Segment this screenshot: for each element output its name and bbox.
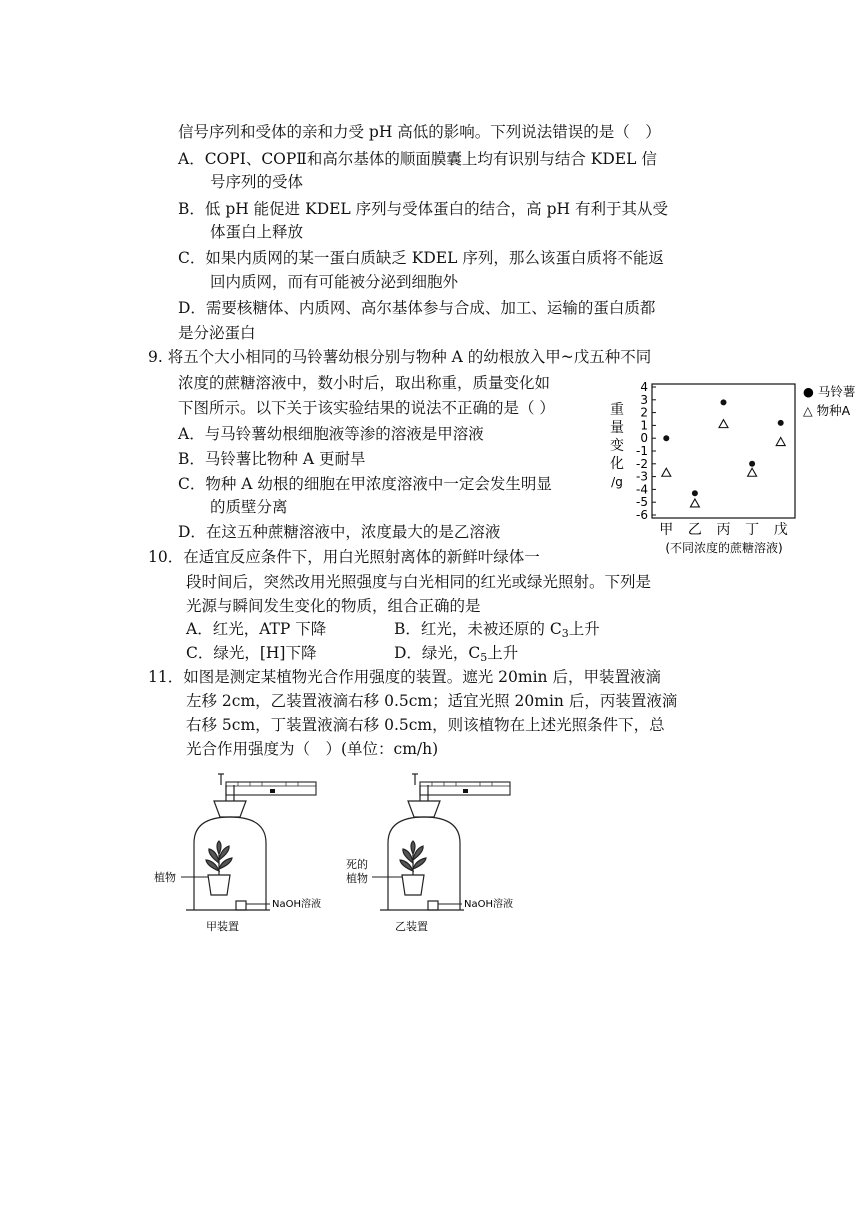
q8-stem-tail: 信号序列和受体的亲和力受 pH 高低的影响。下列说法错误的是（ ）	[178, 123, 661, 141]
species-a-point	[690, 499, 699, 507]
q11-stem-line4: 光合作用强度为（ ）(单位：cm/h)	[186, 740, 439, 758]
q9-stem-line1: 9. 将五个大小相同的马铃薯幼根分别与物种 A 的幼根放入甲~戊五种不同	[148, 348, 652, 366]
y-tick-label: 2	[640, 405, 648, 420]
y-axis-label-char: 量	[610, 420, 624, 436]
potato-point	[692, 490, 698, 496]
jia-naoh-label: NaOH溶液	[272, 899, 321, 910]
apparatus-figure	[150, 765, 530, 940]
y-tick-label: 0	[640, 431, 648, 446]
q10-option-c[interactable]: C．绿光，[H]下降	[186, 644, 317, 662]
q8-option-b[interactable]: B．低 pH 能促进 KDEL 序列与受体蛋白的结合，高 pH 有利于其从受	[178, 200, 668, 218]
q8-option-b-cont: 体蛋白上释放	[210, 223, 304, 241]
jia-apparatus	[181, 774, 316, 910]
q10-option-b[interactable]	[394, 619, 600, 644]
y-axis-label	[610, 402, 624, 489]
potato-point	[663, 435, 669, 441]
q10-option-d-subscript: 5	[480, 651, 488, 664]
q10-option-d-text: D．绿光，C	[394, 644, 481, 662]
jia-plant-label: 植物	[154, 871, 176, 884]
y-tick-label: 1	[640, 418, 648, 433]
q10-option-b-subscript: 3	[561, 627, 569, 640]
q8-option-d[interactable]: D．需要核糖体、内质网、高尔基体参与合成、加工、运输的蛋白质都	[178, 299, 656, 317]
y-tick-label: -4	[636, 482, 648, 497]
x-axis-ticks	[659, 522, 787, 538]
species-a-point	[719, 420, 728, 428]
yi-plant-label-line2: 植物	[346, 872, 368, 885]
jia-caption: 甲装置	[206, 920, 239, 933]
y-axis-label-char: /g	[611, 475, 623, 489]
q9-option-b[interactable]: B．马铃薯比物种 A 更耐旱	[178, 450, 366, 468]
q8-option-a-cont: 号序列的受体	[210, 173, 304, 191]
data-points	[662, 399, 785, 507]
legend-item-potato: ● 马铃薯	[803, 384, 856, 399]
q9-option-d[interactable]: D．在这五种蔗糖溶液中，浓度最大的是乙溶液	[178, 523, 501, 541]
q10-option-d[interactable]	[394, 643, 518, 668]
yi-caption: 乙装置	[395, 920, 428, 933]
y-axis-label-char: 变	[610, 438, 624, 454]
q8-option-d-cont: 是分泌蛋白	[178, 324, 256, 342]
q9-option-c[interactable]: C．物种 A 幼根的细胞在甲浓度溶液中一定会发生明显	[178, 475, 552, 493]
y-tick-label: -3	[636, 469, 648, 484]
x-axis-label: (不同浓度的蔗糖溶液)	[665, 541, 783, 555]
q9-option-a[interactable]: A．与马铃薯幼根细胞液等渗的溶液是甲溶液	[178, 425, 484, 443]
potato-point	[721, 399, 727, 405]
x-tick-label: 乙	[687, 522, 702, 538]
q10-option-d-tail: 上升	[487, 644, 519, 662]
q10-option-b-text: B．红光，未被还原的 C	[394, 620, 562, 638]
q11-stem-line2: 左移 2cm，乙装置液滴右移 0.5cm；适宜光照 20min 后，丙装置液滴	[186, 692, 678, 710]
y-tick-label: 3	[640, 392, 648, 407]
yi-apparatus	[372, 774, 510, 910]
q8-option-c[interactable]: C．如果内质网的某一蛋白质缺乏 KDEL 序列，那么该蛋白质将不能返	[178, 249, 664, 267]
species-a-point	[776, 438, 785, 446]
yi-plant-label-line1: 死的	[346, 858, 368, 871]
q8-option-c-cont: 回内质网，而有可能被分泌到细胞外	[210, 273, 459, 291]
species-a-point	[748, 468, 757, 476]
potato-point	[749, 461, 755, 467]
q10-option-a[interactable]: A．红光，ATP 下降	[186, 620, 327, 638]
species-a-point	[662, 468, 671, 476]
x-tick-label: 甲	[659, 522, 674, 538]
mass-change-chart	[600, 370, 858, 560]
q8-option-a[interactable]: A．COPⅠ、COPⅡ和高尔基体的顺面膜囊上均有识别与结合 KDEL 信	[178, 150, 657, 168]
q10-stem-line1: 10．在适宜反应条件下，用白光照射离体的新鲜叶绿体一	[148, 548, 540, 566]
q10-stem-line3: 光源与瞬间发生变化的物质，组合正确的是	[186, 597, 481, 615]
legend-item-species-a: △ 物种A	[803, 403, 851, 418]
x-tick-label: 丙	[716, 522, 731, 538]
y-axis-ticks	[636, 380, 656, 522]
y-tick-label: -2	[636, 456, 648, 471]
potato-point	[778, 420, 784, 426]
q9-stem-line2: 浓度的蔗糖溶液中，数小时后，取出称重，质量变化如	[178, 374, 551, 392]
y-tick-label: 4	[640, 380, 648, 394]
y-tick-label: -5	[636, 495, 648, 510]
x-tick-label: 丁	[745, 522, 760, 538]
y-axis-label-char: 重	[610, 402, 624, 418]
y-axis-label-char: 化	[610, 456, 624, 472]
y-tick-label: -6	[636, 508, 648, 522]
q10-option-b-tail: 上升	[568, 620, 600, 638]
legend	[803, 384, 855, 418]
q11-stem-line3: 右移 5cm，丁装置液滴右移 0.5cm，则该植物在上述光照条件下，总	[186, 716, 665, 734]
q9-stem-line3: 下图所示。以下关于该实验结果的说法不正确的是（ ）	[178, 399, 555, 417]
q11-stem-line1: 11．如图是测定某植物光合作用强度的装置。遮光 20min 后，甲装置液滴	[148, 668, 661, 686]
y-tick-label: -1	[636, 444, 648, 458]
q10-stem-line2: 段时间后，突然改用光照强度与白光相同的红光或绿光照射。下列是	[186, 573, 652, 591]
x-tick-label: 戊	[773, 522, 788, 538]
q9-option-c-cont: 的质壁分离	[210, 498, 288, 516]
yi-naoh-label: NaOH溶液	[464, 899, 513, 910]
